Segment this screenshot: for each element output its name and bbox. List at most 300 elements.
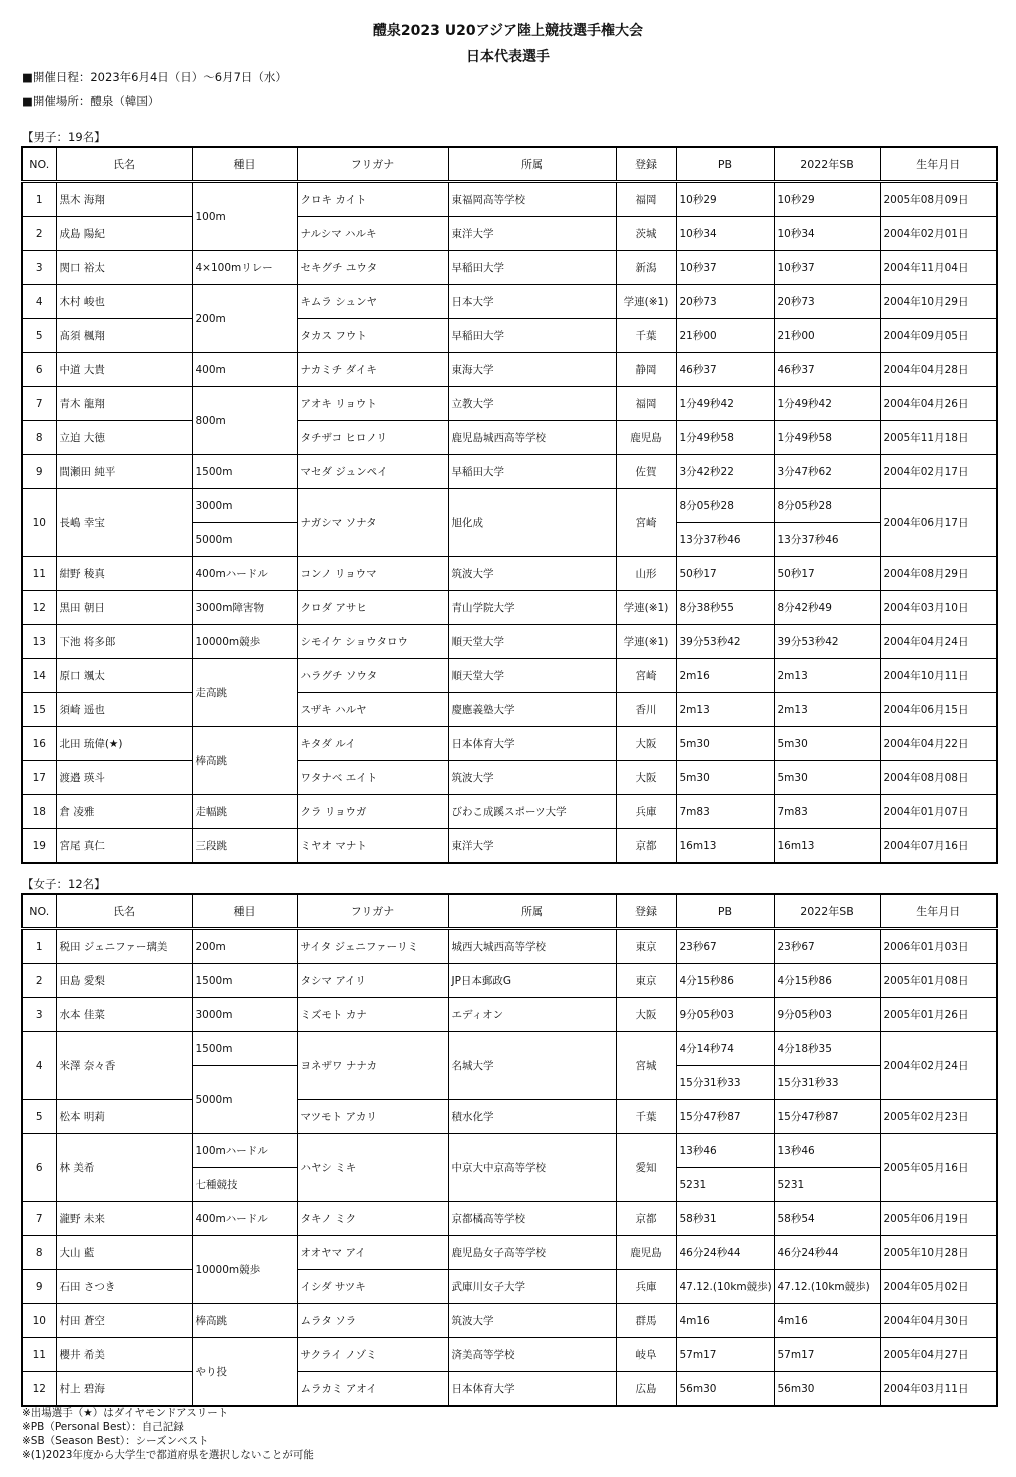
cell-dob: 2004年04月24日 bbox=[880, 625, 997, 659]
cell-event: 走幅跳 bbox=[192, 795, 297, 829]
cell-no: 9 bbox=[22, 455, 56, 489]
cell-sb: 2m13 bbox=[774, 659, 880, 693]
cell-pb: 8分38秒55 bbox=[676, 591, 774, 625]
cell-furigana: オオヤマ アイ bbox=[297, 1236, 448, 1270]
cell-registration: 学連(※1) bbox=[616, 625, 676, 659]
cell-event: 10000m競歩 bbox=[192, 1236, 297, 1304]
cell-affiliation: 済美高等学校 bbox=[448, 1338, 616, 1372]
cell-name: 北田 琉偉(★) bbox=[56, 727, 192, 761]
cell-sb: 10秒29 bbox=[774, 182, 880, 217]
cell-event: 400m bbox=[192, 353, 297, 387]
cell-dob: 2005年01月08日 bbox=[880, 964, 997, 998]
table-row bbox=[22, 795, 997, 829]
cell-furigana: マツモト アカリ bbox=[297, 1100, 448, 1134]
cell-pb: 13秒46 bbox=[676, 1134, 774, 1168]
cell-furigana: イシダ サツキ bbox=[297, 1270, 448, 1304]
cell-name: 青木 龍翔 bbox=[56, 387, 192, 421]
cell-name: 長嶋 幸宝 bbox=[56, 489, 192, 557]
cell-sb: 21秒00 bbox=[774, 319, 880, 353]
cell-affiliation: 筑波大学 bbox=[448, 557, 616, 591]
cell-furigana: ハヤシ ミキ bbox=[297, 1134, 448, 1202]
cell-no: 10 bbox=[22, 489, 56, 557]
cell-sb: 46秒37 bbox=[774, 353, 880, 387]
cell-name: 櫻井 希美 bbox=[56, 1338, 192, 1372]
cell-pb: 2m13 bbox=[676, 693, 774, 727]
cell-pb: 56m30 bbox=[676, 1372, 774, 1407]
col-header-pb: PB bbox=[676, 894, 774, 929]
cell-affiliation: 日本体育大学 bbox=[448, 1372, 616, 1407]
cell-registration: 新潟 bbox=[616, 251, 676, 285]
cell-registration: 東京 bbox=[616, 929, 676, 964]
cell-name: 黒田 朝日 bbox=[56, 591, 192, 625]
cell-dob: 2004年03月10日 bbox=[880, 591, 997, 625]
cell-sb: 56m30 bbox=[774, 1372, 880, 1407]
cell-registration: 広島 bbox=[616, 1372, 676, 1407]
cell-affiliation: 東洋大学 bbox=[448, 829, 616, 864]
cell-name: 渡邉 瑛斗 bbox=[56, 761, 192, 795]
cell-no: 11 bbox=[22, 557, 56, 591]
cell-pb: 7m83 bbox=[676, 795, 774, 829]
cell-name: 木村 峻也 bbox=[56, 285, 192, 319]
cell-furigana: クロキ カイト bbox=[297, 182, 448, 217]
cell-furigana: タキノ ミク bbox=[297, 1202, 448, 1236]
cell-sb: 13秒46 bbox=[774, 1134, 880, 1168]
col-header-furigana: フリガナ bbox=[297, 894, 448, 929]
cell-sb: 16m13 bbox=[774, 829, 880, 864]
cell-registration: 学連(※1) bbox=[616, 285, 676, 319]
cell-pb: 1分49秒58 bbox=[676, 421, 774, 455]
col-header-pb: PB bbox=[676, 147, 774, 182]
cell-registration: 兵庫 bbox=[616, 1270, 676, 1304]
cell-registration: 千葉 bbox=[616, 319, 676, 353]
table-row bbox=[22, 659, 997, 693]
cell-name: 瀧野 未来 bbox=[56, 1202, 192, 1236]
cell-furigana: タカス フウト bbox=[297, 319, 448, 353]
women-roster-table bbox=[21, 893, 998, 1407]
table-row bbox=[22, 182, 997, 217]
cell-sb: 7m83 bbox=[774, 795, 880, 829]
cell-dob: 2004年06月17日 bbox=[880, 489, 997, 557]
cell-furigana: ワタナベ エイト bbox=[297, 761, 448, 795]
cell-pb: 4m16 bbox=[676, 1304, 774, 1338]
cell-no: 14 bbox=[22, 659, 56, 693]
cell-event: 1500m bbox=[192, 1032, 297, 1066]
cell-event: 3000m bbox=[192, 998, 297, 1032]
cell-name: 村上 碧海 bbox=[56, 1372, 192, 1407]
cell-furigana: サクライ ノゾミ bbox=[297, 1338, 448, 1372]
cell-furigana: ムラカミ アオイ bbox=[297, 1372, 448, 1407]
cell-furigana: ハラグチ ソウタ bbox=[297, 659, 448, 693]
cell-affiliation: 鹿児島女子高等学校 bbox=[448, 1236, 616, 1270]
table-row bbox=[22, 285, 997, 319]
cell-no: 1 bbox=[22, 182, 56, 217]
col-header-dob: 生年月日 bbox=[880, 894, 997, 929]
cell-affiliation: 早稲田大学 bbox=[448, 251, 616, 285]
cell-no: 8 bbox=[22, 1236, 56, 1270]
cell-registration: 大阪 bbox=[616, 998, 676, 1032]
cell-registration: 香川 bbox=[616, 693, 676, 727]
table-row bbox=[22, 1304, 997, 1338]
cell-sb: 10秒34 bbox=[774, 217, 880, 251]
cell-name: 立迫 大徳 bbox=[56, 421, 192, 455]
cell-affiliation: エディオン bbox=[448, 998, 616, 1032]
cell-dob: 2004年04月26日 bbox=[880, 387, 997, 421]
cell-no: 12 bbox=[22, 1372, 56, 1407]
cell-dob: 2004年10月11日 bbox=[880, 659, 997, 693]
cell-sb: 2m13 bbox=[774, 693, 880, 727]
cell-pb: 21秒00 bbox=[676, 319, 774, 353]
cell-name: 林 美希 bbox=[56, 1134, 192, 1202]
table-row bbox=[22, 489, 997, 523]
cell-dob: 2005年11月18日 bbox=[880, 421, 997, 455]
cell-name: 紺野 稜真 bbox=[56, 557, 192, 591]
col-header-sb: 2022年SB bbox=[774, 894, 880, 929]
cell-affiliation: 旭化成 bbox=[448, 489, 616, 557]
cell-affiliation: 早稲田大学 bbox=[448, 455, 616, 489]
cell-furigana: セキグチ ユウタ bbox=[297, 251, 448, 285]
cell-dob: 2005年05月16日 bbox=[880, 1134, 997, 1202]
event-dates: ■開催日程：2023年6月4日（日）～6月7日（水） bbox=[22, 70, 287, 84]
cell-affiliation: 順天堂大学 bbox=[448, 659, 616, 693]
cell-sb: 50秒17 bbox=[774, 557, 880, 591]
footnotes bbox=[22, 1406, 314, 1462]
table-row bbox=[22, 251, 997, 285]
cell-no: 6 bbox=[22, 353, 56, 387]
cell-affiliation: 立教大学 bbox=[448, 387, 616, 421]
table-row bbox=[22, 217, 997, 251]
cell-pb: 10秒34 bbox=[676, 217, 774, 251]
cell-pb: 50秒17 bbox=[676, 557, 774, 591]
cell-event: 800m bbox=[192, 387, 297, 455]
cell-registration: 茨城 bbox=[616, 217, 676, 251]
cell-furigana: ムラタ ソラ bbox=[297, 1304, 448, 1338]
cell-affiliation: 日本大学 bbox=[448, 285, 616, 319]
cell-affiliation: 東海大学 bbox=[448, 353, 616, 387]
cell-event: 3000m bbox=[192, 489, 297, 523]
footnote: ※(1)2023年度から大学生で都道府県を選択しないことが可能 bbox=[22, 1449, 314, 1461]
cell-sb: 4m16 bbox=[774, 1304, 880, 1338]
cell-event: 七種競技 bbox=[192, 1168, 297, 1202]
cell-pb: 3分42秒22 bbox=[676, 455, 774, 489]
cell-sb: 15分47秒87 bbox=[774, 1100, 880, 1134]
cell-no: 4 bbox=[22, 1032, 56, 1100]
table-row bbox=[22, 387, 997, 421]
table-header-row bbox=[22, 147, 997, 182]
cell-furigana: キムラ シュンヤ bbox=[297, 285, 448, 319]
cell-registration: 千葉 bbox=[616, 1100, 676, 1134]
cell-event: 棒高跳 bbox=[192, 727, 297, 795]
table-row bbox=[22, 1236, 997, 1270]
cell-furigana: アオキ リョウト bbox=[297, 387, 448, 421]
cell-event: やり投 bbox=[192, 1338, 297, 1407]
men-section-label: 【男子：19名】 bbox=[22, 130, 106, 144]
table-row bbox=[22, 319, 997, 353]
cell-dob: 2004年08月29日 bbox=[880, 557, 997, 591]
table-row bbox=[22, 1202, 997, 1236]
cell-dob: 2004年02月17日 bbox=[880, 455, 997, 489]
cell-name: 原口 颯太 bbox=[56, 659, 192, 693]
cell-no: 7 bbox=[22, 387, 56, 421]
cell-dob: 2004年07月16日 bbox=[880, 829, 997, 864]
cell-pb: 23秒67 bbox=[676, 929, 774, 964]
cell-name: 宮尾 真仁 bbox=[56, 829, 192, 864]
col-header-no: NO. bbox=[22, 147, 56, 182]
women-section-label: 【女子：12名】 bbox=[22, 877, 106, 891]
table-row bbox=[22, 353, 997, 387]
cell-event: 走高跳 bbox=[192, 659, 297, 727]
footnote: ※出場選手（★）はダイヤモンドアスリート bbox=[22, 1407, 229, 1419]
cell-sb: 57m17 bbox=[774, 1338, 880, 1372]
cell-registration: 鹿児島 bbox=[616, 1236, 676, 1270]
table-row bbox=[22, 1032, 997, 1066]
cell-registration: 佐賀 bbox=[616, 455, 676, 489]
cell-pb: 4分14秒74 bbox=[676, 1032, 774, 1066]
cell-no: 1 bbox=[22, 929, 56, 964]
cell-sb: 4分18秒35 bbox=[774, 1032, 880, 1066]
cell-pb: 5m30 bbox=[676, 761, 774, 795]
cell-sb: 58秒54 bbox=[774, 1202, 880, 1236]
cell-registration: 岐阜 bbox=[616, 1338, 676, 1372]
cell-no: 7 bbox=[22, 1202, 56, 1236]
cell-name: 成島 陽紀 bbox=[56, 217, 192, 251]
cell-no: 10 bbox=[22, 1304, 56, 1338]
cell-sb: 1分49秒42 bbox=[774, 387, 880, 421]
cell-affiliation: 東洋大学 bbox=[448, 217, 616, 251]
cell-dob: 2004年04月28日 bbox=[880, 353, 997, 387]
cell-dob: 2004年01月07日 bbox=[880, 795, 997, 829]
cell-pb: 10秒37 bbox=[676, 251, 774, 285]
cell-furigana: タシマ アイリ bbox=[297, 964, 448, 998]
cell-no: 16 bbox=[22, 727, 56, 761]
cell-affiliation: 日本体育大学 bbox=[448, 727, 616, 761]
cell-pb: 16m13 bbox=[676, 829, 774, 864]
cell-registration: 山形 bbox=[616, 557, 676, 591]
footnote: ※SB（Season Best）：シーズンベスト bbox=[22, 1435, 209, 1447]
cell-furigana: ミズモト カナ bbox=[297, 998, 448, 1032]
table-row bbox=[22, 625, 997, 659]
cell-registration: 京都 bbox=[616, 829, 676, 864]
cell-registration: 兵庫 bbox=[616, 795, 676, 829]
cell-furigana: ナカミチ ダイキ bbox=[297, 353, 448, 387]
cell-event: 100mハードル bbox=[192, 1134, 297, 1168]
table-row bbox=[22, 761, 997, 795]
cell-event: 200m bbox=[192, 929, 297, 964]
cell-event: 200m bbox=[192, 285, 297, 353]
cell-registration: 静岡 bbox=[616, 353, 676, 387]
cell-name: 中道 大貴 bbox=[56, 353, 192, 387]
cell-dob: 2006年01月03日 bbox=[880, 929, 997, 964]
col-header-affiliation: 所属 bbox=[448, 147, 616, 182]
cell-registration: 愛知 bbox=[616, 1134, 676, 1202]
table-row bbox=[22, 829, 997, 864]
cell-sb: 20秒73 bbox=[774, 285, 880, 319]
cell-event: 1500m bbox=[192, 964, 297, 998]
cell-furigana: コンノ リョウマ bbox=[297, 557, 448, 591]
table-row bbox=[22, 1100, 997, 1134]
cell-sb: 9分05秒03 bbox=[774, 998, 880, 1032]
cell-name: 米澤 奈々香 bbox=[56, 1032, 192, 1100]
page-subtitle: 日本代表選手 bbox=[466, 49, 550, 65]
cell-sb: 5m30 bbox=[774, 761, 880, 795]
cell-dob: 2004年08月08日 bbox=[880, 761, 997, 795]
cell-name: 黒木 海翔 bbox=[56, 182, 192, 217]
cell-registration: 福岡 bbox=[616, 182, 676, 217]
cell-registration: 鹿児島 bbox=[616, 421, 676, 455]
footnote: ※PB（Personal Best）：自己記録 bbox=[22, 1421, 184, 1433]
cell-dob: 2004年11月04日 bbox=[880, 251, 997, 285]
cell-affiliation: 積水化学 bbox=[448, 1100, 616, 1134]
cell-furigana: サイタ ジェニファーリミ bbox=[297, 929, 448, 964]
cell-registration: 宮崎 bbox=[616, 659, 676, 693]
table-row bbox=[22, 421, 997, 455]
cell-event: 5000m bbox=[192, 523, 297, 557]
cell-no: 11 bbox=[22, 1338, 56, 1372]
cell-sb: 5231 bbox=[774, 1168, 880, 1202]
cell-dob: 2005年01月26日 bbox=[880, 998, 997, 1032]
cell-event: 4×100mリレー bbox=[192, 251, 297, 285]
cell-event: 三段跳 bbox=[192, 829, 297, 864]
cell-furigana: ヨネザワ ナナカ bbox=[297, 1032, 448, 1100]
cell-pb: 46秒37 bbox=[676, 353, 774, 387]
col-header-affiliation: 所属 bbox=[448, 894, 616, 929]
cell-no: 17 bbox=[22, 761, 56, 795]
cell-no: 2 bbox=[22, 964, 56, 998]
cell-sb: 4分15秒86 bbox=[774, 964, 880, 998]
cell-dob: 2004年10月29日 bbox=[880, 285, 997, 319]
table-row bbox=[22, 591, 997, 625]
cell-affiliation: 順天堂大学 bbox=[448, 625, 616, 659]
table-row bbox=[22, 693, 997, 727]
cell-no: 3 bbox=[22, 251, 56, 285]
cell-furigana: タチザコ ヒロノリ bbox=[297, 421, 448, 455]
table-row bbox=[22, 1134, 997, 1168]
table-row bbox=[22, 1338, 997, 1372]
table-row bbox=[22, 1270, 997, 1304]
cell-registration: 福岡 bbox=[616, 387, 676, 421]
cell-no: 9 bbox=[22, 1270, 56, 1304]
cell-registration: 学連(※1) bbox=[616, 591, 676, 625]
cell-dob: 2005年02月23日 bbox=[880, 1100, 997, 1134]
cell-pb: 4分15秒86 bbox=[676, 964, 774, 998]
cell-furigana: シモイケ ショウタロウ bbox=[297, 625, 448, 659]
cell-affiliation: 慶應義塾大学 bbox=[448, 693, 616, 727]
cell-pb: 15分31秒33 bbox=[676, 1066, 774, 1100]
cell-affiliation: 京都橘高等学校 bbox=[448, 1202, 616, 1236]
col-header-registration: 登録 bbox=[616, 147, 676, 182]
col-header-furigana: フリガナ bbox=[297, 147, 448, 182]
cell-sb: 46分24秒44 bbox=[774, 1236, 880, 1270]
cell-affiliation: 筑波大学 bbox=[448, 761, 616, 795]
cell-furigana: クロダ アサヒ bbox=[297, 591, 448, 625]
cell-pb: 5231 bbox=[676, 1168, 774, 1202]
cell-name: 田島 愛梨 bbox=[56, 964, 192, 998]
cell-affiliation: 筑波大学 bbox=[448, 1304, 616, 1338]
cell-event: 400mハードル bbox=[192, 557, 297, 591]
cell-no: 8 bbox=[22, 421, 56, 455]
cell-dob: 2004年02月01日 bbox=[880, 217, 997, 251]
cell-pb: 46分24秒44 bbox=[676, 1236, 774, 1270]
cell-name: 髙須 楓翔 bbox=[56, 319, 192, 353]
cell-registration: 群馬 bbox=[616, 1304, 676, 1338]
cell-dob: 2005年08月09日 bbox=[880, 182, 997, 217]
cell-affiliation: 武庫川女子大学 bbox=[448, 1270, 616, 1304]
cell-event: 5000m bbox=[192, 1066, 297, 1134]
cell-registration: 大阪 bbox=[616, 761, 676, 795]
cell-no: 5 bbox=[22, 319, 56, 353]
cell-furigana: ミヤオ マナト bbox=[297, 829, 448, 864]
table-row bbox=[22, 1372, 997, 1407]
cell-dob: 2005年04月27日 bbox=[880, 1338, 997, 1372]
cell-sb: 13分37秒46 bbox=[774, 523, 880, 557]
cell-dob: 2004年06月15日 bbox=[880, 693, 997, 727]
cell-event: 400mハードル bbox=[192, 1202, 297, 1236]
cell-no: 19 bbox=[22, 829, 56, 864]
cell-affiliation: 鹿児島城西高等学校 bbox=[448, 421, 616, 455]
cell-dob: 2005年06月19日 bbox=[880, 1202, 997, 1236]
table-row bbox=[22, 727, 997, 761]
cell-name: 石田 さつき bbox=[56, 1270, 192, 1304]
cell-affiliation: 名城大学 bbox=[448, 1032, 616, 1100]
cell-dob: 2004年04月30日 bbox=[880, 1304, 997, 1338]
cell-registration: 京都 bbox=[616, 1202, 676, 1236]
cell-event: 1500m bbox=[192, 455, 297, 489]
cell-affiliation: 早稲田大学 bbox=[448, 319, 616, 353]
cell-dob: 2004年02月24日 bbox=[880, 1032, 997, 1100]
cell-name: 間瀬田 純平 bbox=[56, 455, 192, 489]
cell-pb: 15分47秒87 bbox=[676, 1100, 774, 1134]
cell-pb: 5m30 bbox=[676, 727, 774, 761]
cell-pb: 9分05秒03 bbox=[676, 998, 774, 1032]
table-row bbox=[22, 455, 997, 489]
cell-sb: 15分31秒33 bbox=[774, 1066, 880, 1100]
cell-furigana: キタダ ルイ bbox=[297, 727, 448, 761]
cell-event: 3000m障害物 bbox=[192, 591, 297, 625]
cell-furigana: ナガシマ ソナタ bbox=[297, 489, 448, 557]
cell-pb: 47.12.(10km競歩) bbox=[676, 1270, 774, 1304]
cell-no: 13 bbox=[22, 625, 56, 659]
cell-name: 税田 ジェニファー璃美 bbox=[56, 929, 192, 964]
cell-sb: 23秒67 bbox=[774, 929, 880, 964]
cell-furigana: スザキ ハルヤ bbox=[297, 693, 448, 727]
men-roster-table bbox=[21, 146, 998, 864]
cell-sb: 39分53秒42 bbox=[774, 625, 880, 659]
cell-pb: 13分37秒46 bbox=[676, 523, 774, 557]
cell-no: 3 bbox=[22, 998, 56, 1032]
cell-dob: 2004年04月22日 bbox=[880, 727, 997, 761]
table-row bbox=[22, 964, 997, 998]
cell-no: 5 bbox=[22, 1100, 56, 1134]
cell-furigana: マセダ ジュンペイ bbox=[297, 455, 448, 489]
event-venue: ■開催場所：醴泉（韓国） bbox=[22, 94, 160, 108]
cell-sb: 5m30 bbox=[774, 727, 880, 761]
cell-sb: 1分49秒58 bbox=[774, 421, 880, 455]
cell-registration: 宮崎 bbox=[616, 489, 676, 557]
col-header-event: 種目 bbox=[192, 147, 297, 182]
cell-event: 棒高跳 bbox=[192, 1304, 297, 1338]
table-row bbox=[22, 929, 997, 964]
col-header-dob: 生年月日 bbox=[880, 147, 997, 182]
cell-affiliation: 青山学院大学 bbox=[448, 591, 616, 625]
cell-name: 村田 蒼空 bbox=[56, 1304, 192, 1338]
cell-name: 倉 凌雅 bbox=[56, 795, 192, 829]
cell-name: 関口 裕太 bbox=[56, 251, 192, 285]
table-row bbox=[22, 998, 997, 1032]
cell-pb: 2m16 bbox=[676, 659, 774, 693]
cell-furigana: ナルシマ ハルキ bbox=[297, 217, 448, 251]
cell-registration: 東京 bbox=[616, 964, 676, 998]
cell-affiliation: 中京大中京高等学校 bbox=[448, 1134, 616, 1202]
cell-pb: 58秒31 bbox=[676, 1202, 774, 1236]
